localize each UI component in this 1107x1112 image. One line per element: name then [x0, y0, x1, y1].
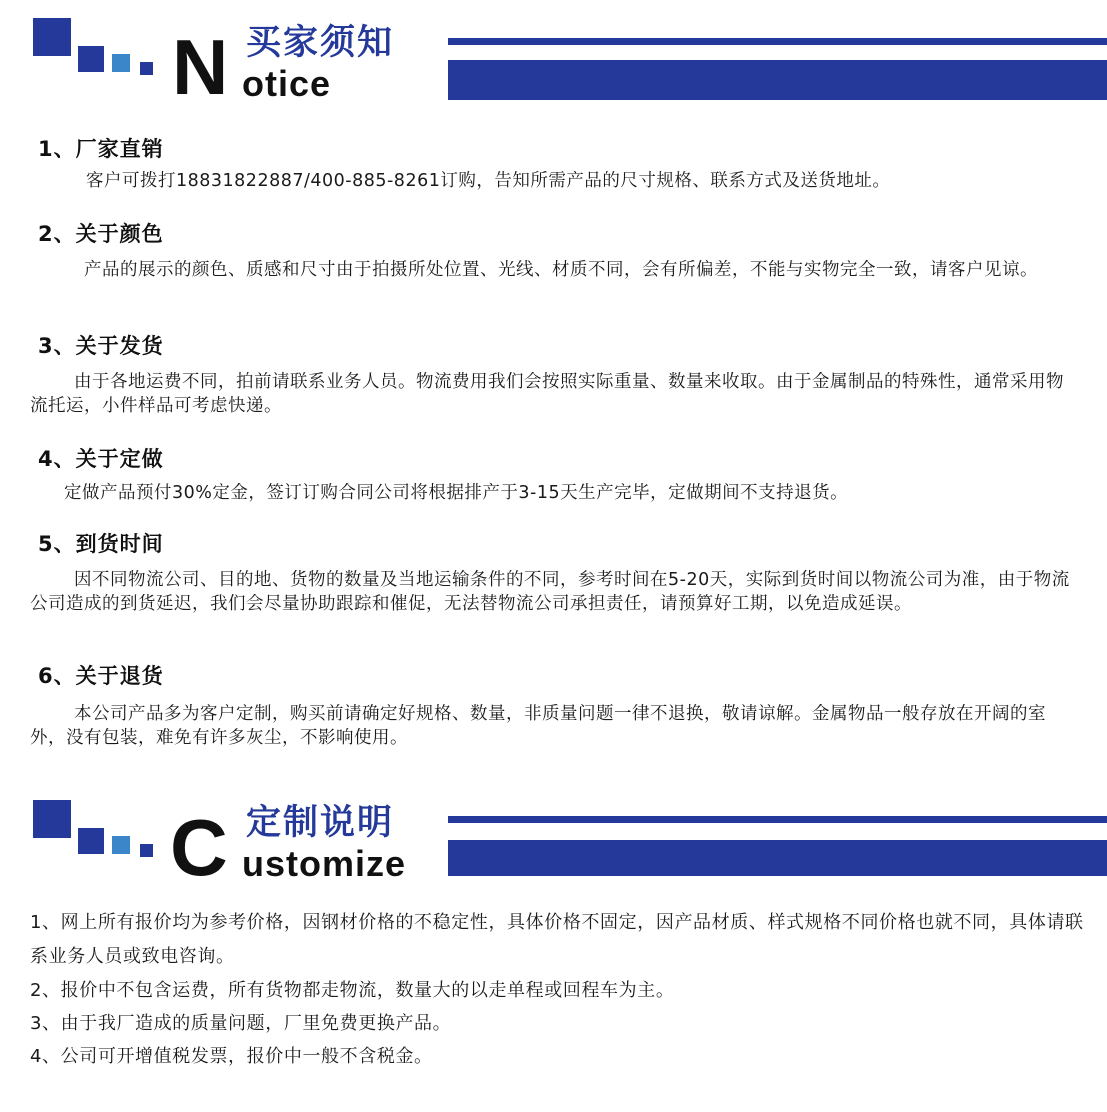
decor-square-medium: [78, 828, 104, 854]
customize-title-en: ustomize: [242, 843, 407, 884]
decor-square-tiny: [140, 844, 153, 857]
section-text-4-body: 定做产品预付30%定金，签订订购合同公司将根据排产于3-15天生产完毕，定做期间不支持退货。: [64, 483, 849, 503]
section-text-6: [30, 702, 1080, 750]
notice-title-en: otice: [242, 63, 332, 104]
section-text-3-body: 由于各地运费不同，拍前请联系业务人员。物流费用我们会按照实际重量、数量来收取。由于金属制品的特殊性，通常采用物流托运，小件样品可考虑快递。: [30, 372, 1064, 416]
customize-bar-thick: [448, 840, 1107, 876]
section-text-5-body: 因不同物流公司、目的地、货物的数量及当地运输条件的不同，参考时间在5-20天，实际到货时间以物流公司为准，由于物流公司造成的到货延迟，我们会尽量协助跟踪和催促，无法替物流公司承担责任，请预算好工期，以免造成延误。: [30, 570, 1070, 614]
decor-square-small: [112, 54, 130, 72]
section-title-4: 4、关于定做: [38, 447, 164, 471]
section-text-2-body: 产品的展示的颜色、质感和尺寸由于拍摄所处位置、光线、材质不同，会有所偏差，不能与实物完全一致，请客户见谅。: [84, 260, 1038, 280]
notice-big-letter: N: [172, 23, 229, 111]
notice-title-cn: 买家须知: [246, 23, 395, 63]
customize-big-letter: C: [170, 803, 228, 892]
decor-square-tiny: [140, 62, 153, 75]
customize-banner: [0, 790, 1107, 890]
section-text-5: [30, 568, 1080, 616]
customize-bar-thin: [448, 816, 1107, 823]
customize-item-4: 4、公司可开增值税发票，报价中一般不含税金。: [30, 1046, 433, 1067]
section-title-3: 3、关于发货: [38, 334, 164, 358]
section-title-5: 5、到货时间: [38, 532, 164, 556]
customize-title-cn: 定制说明: [246, 803, 395, 843]
section-title-1: 1、厂家直销: [38, 137, 164, 161]
customize-item-3: 3、由于我厂造成的质量问题，厂里免费更换产品。: [30, 1013, 452, 1034]
section-title-6: 6、关于退货: [38, 664, 164, 688]
decor-square-medium: [78, 46, 104, 72]
section-text-6-body: 本公司产品多为客户定制，购买前请确定好规格、数量，非质量问题一律不退换，敬请谅解。金属物品一般存放在开阔的室外，没有包装，难免有许多灰尘，不影响使用。: [30, 704, 1046, 748]
section-text-2: [30, 258, 1080, 282]
decor-square-large: [33, 800, 71, 838]
section-text-4: [64, 481, 1094, 505]
customize-item-1: 1、网上所有报价均为参考价格，因钢材价格的不稳定性，具体价格不固定，因产品材质、样式规格不同价格也就不同，具体请联系业务人员或致电咨询。: [30, 912, 1084, 967]
notice-bar-thin: [448, 38, 1107, 45]
notice-bar-thick: [448, 60, 1107, 100]
decor-square-large: [33, 18, 71, 56]
section-text-3: [30, 370, 1080, 418]
notice-banner: [0, 0, 1107, 111]
section-text-1-body: 客户可拨打18831822887/400-885-8261订购，告知所需产品的尺寸规格、联系方式及送货地址。: [86, 171, 891, 191]
customize-item-2: 2、报价中不包含运费，所有货物都走物流，数量大的以走单程或回程车为主。: [30, 980, 675, 1001]
section-text-1: [86, 169, 1086, 193]
section-title-2: 2、关于颜色: [38, 222, 164, 246]
decor-square-small: [112, 836, 130, 854]
